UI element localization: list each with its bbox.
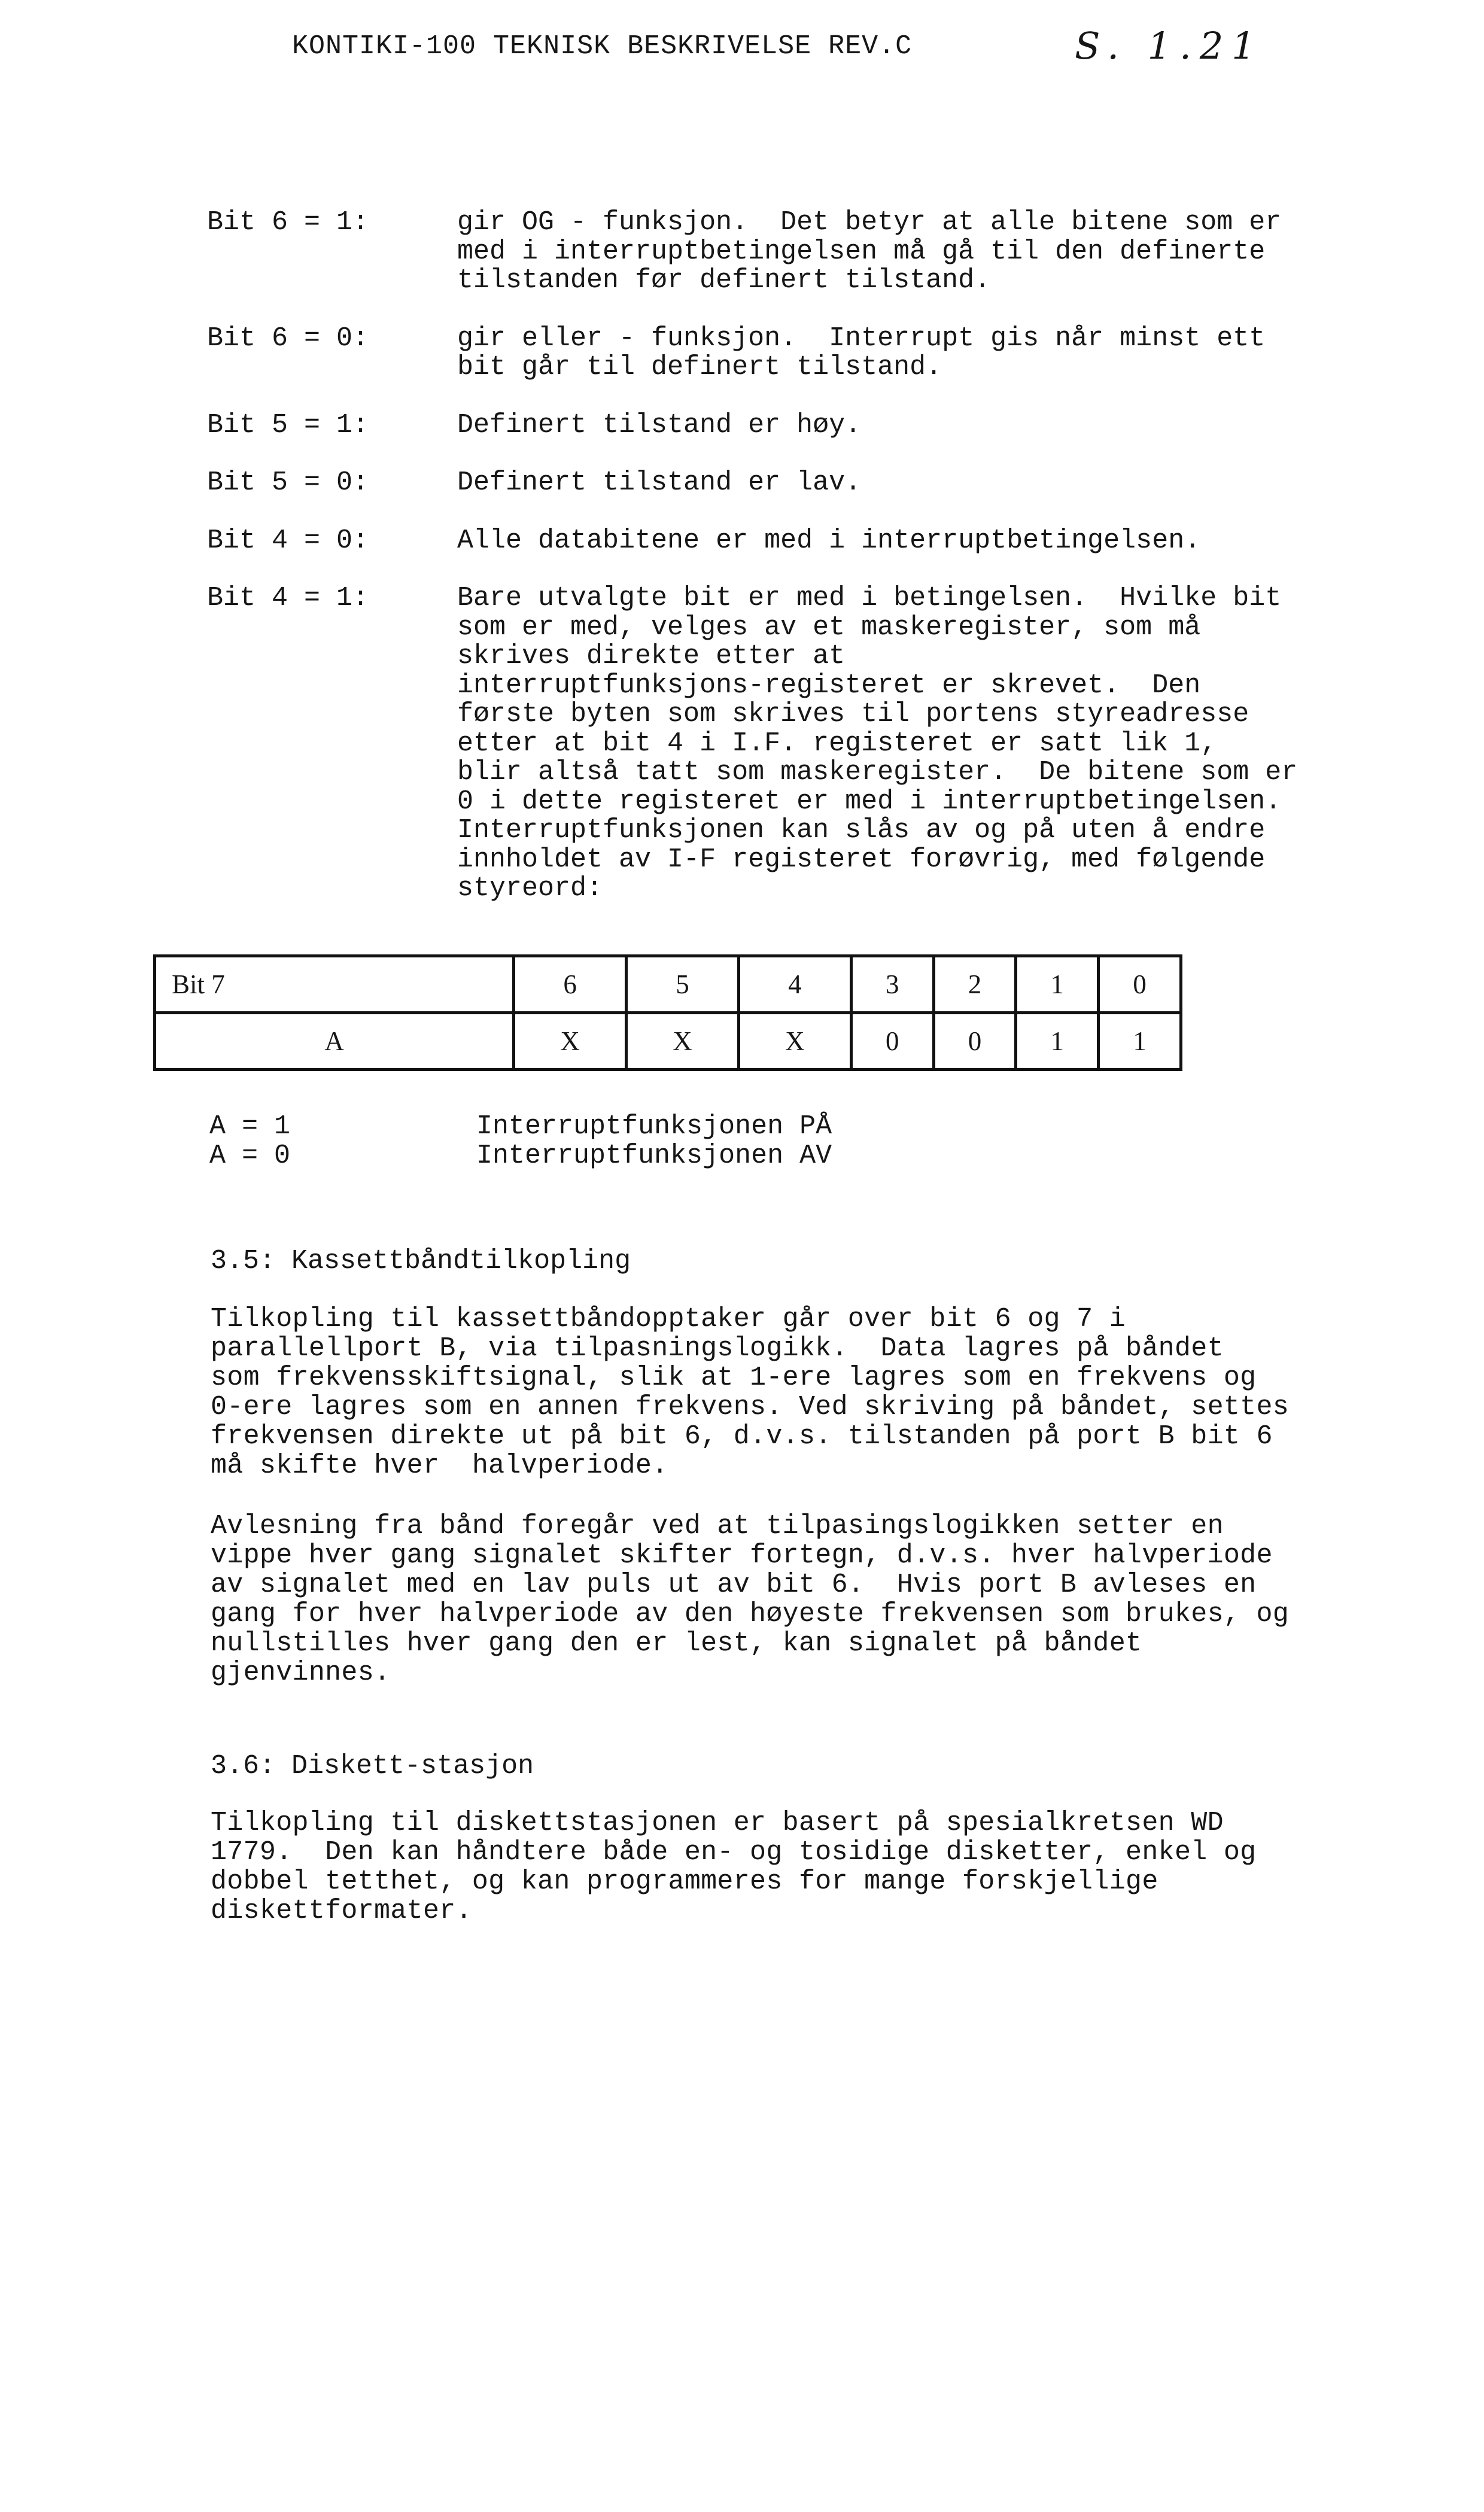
legend-text: Interruptfunksjonen PÅ	[476, 1111, 832, 1142]
definition-text: gir OG - funksjon. Det betyr at alle bitene som er med i interruptbetingelsen må gå til den definerte tilstanden før definert tilstand.	[457, 207, 1282, 296]
section-3-5-paragraph-2: Avlesning fra bånd foregår ved at tilpasingslogikken setter en vippe hver gang signalet skifter fortegn, d.v.s. hver halvperiode av signalet med en lav puls ut av bit 6. Hvis port B avleses en gang for hver halvperiode av den høyeste frekvensen som brukes, og nullstilles hver gang den er lest, kan signalet på båndet gjenvinnes.	[211, 1511, 1290, 1688]
definition-key: Bit 6 = 0:	[207, 323, 369, 354]
table-header-cell: 4	[738, 956, 851, 1013]
table-cell: 1	[1016, 1013, 1099, 1070]
definition-item	[207, 411, 1392, 440]
table-header-cell: 1	[1016, 956, 1099, 1013]
legend-key: A = 1	[209, 1111, 291, 1142]
table-header-cell: Bit 7	[155, 956, 514, 1013]
definition-item	[207, 324, 1392, 382]
table-cell: A	[155, 1013, 514, 1070]
table-cell: X	[738, 1013, 851, 1070]
table-header-cell: 6	[514, 956, 627, 1013]
definition-key: Bit 5 = 0:	[207, 467, 369, 498]
section-3-6-paragraph-1: Tilkopling til diskettstasjonen er basert på spesialkretsen WD 1779. Den kan håndtere både en- og tosidige disketter, enkel og dobbel tetthet, og kan programmeres for mange forskjellige diskettformater.	[211, 1808, 1257, 1926]
legend-text: Interruptfunksjonen AV	[476, 1141, 832, 1171]
bit-definitions-list	[207, 208, 1392, 932]
table-header-cell: 0	[1099, 956, 1181, 1013]
control-word-table	[153, 954, 1182, 1071]
table-row	[155, 1013, 1181, 1070]
section-3-5-title: 3.5: Kassettbåndtilkopling	[211, 1246, 631, 1276]
definition-item	[207, 469, 1392, 498]
legend-row	[209, 1112, 832, 1141]
table-cell: 0	[851, 1013, 933, 1070]
table-cell: X	[514, 1013, 627, 1070]
definition-text: Definert tilstand er høy.	[457, 409, 862, 440]
legend-row	[209, 1141, 832, 1170]
table-header-cell: 3	[851, 956, 933, 1013]
section-3-6-title: 3.6: Diskett-stasjon	[211, 1751, 534, 1781]
definition-key: Bit 5 = 1:	[207, 409, 369, 440]
table-cell: 1	[1099, 1013, 1181, 1070]
definition-item	[207, 584, 1392, 904]
legend-key: A = 0	[209, 1141, 291, 1171]
table-cell: X	[627, 1013, 739, 1070]
definition-item	[207, 527, 1392, 556]
table-header-cell: 2	[933, 956, 1016, 1013]
document-header-title: KONTIKI-100 TEKNISK BESKRIVELSE REV.C	[292, 31, 913, 62]
definition-key: Bit 4 = 0:	[207, 525, 369, 556]
definition-item	[207, 208, 1392, 296]
handwritten-page-number: S. 1.21	[1075, 24, 1264, 68]
table-header-row	[155, 956, 1181, 1013]
a-bit-legend	[209, 1112, 832, 1170]
definition-text: Definert tilstand er lav.	[457, 467, 862, 498]
definition-key: Bit 4 = 1:	[207, 583, 369, 613]
definition-key: Bit 6 = 1:	[207, 207, 369, 238]
definition-text: Bare utvalgte bit er med i betingelsen. Hvilke bit som er med, velges av et maskeregister, som må skrives direkte etter at interruptfunksjons-registeret er skrevet. Den første byten som skrives til portens styreadresse etter at bit 4 i I.F. registeret er satt lik 1, blir altså tatt som maskeregister. De bitene som er 0 i dette registeret er med i interruptbetingelsen. Interruptfunksjonen kan slås av og på uten å endre innholdet av I-F registeret forøvrig, med følgende styreord:	[457, 583, 1298, 904]
definition-text: gir eller - funksjon. Interrupt gis når minst ett bit går til definert tilstand.	[457, 323, 1266, 382]
table-header-cell: 5	[627, 956, 739, 1013]
section-3-5-paragraph-1: Tilkopling til kassettbåndopptaker går over bit 6 og 7 i parallellport B, via tilpasningslogikk. Data lagres på båndet som frekvensskiftsignal, slik at 1-ere lagres som en frekvens og 0-ere lagres som en annen frekvens. Ved skriving på båndet, settes frekvensen direkte ut på bit 6, d.v.s. tilstanden på port B bit 6 må skifte hver halvperiode.	[211, 1304, 1290, 1481]
definition-text: Alle databitene er med i interruptbetingelsen.	[457, 525, 1201, 556]
table-cell: 0	[933, 1013, 1016, 1070]
